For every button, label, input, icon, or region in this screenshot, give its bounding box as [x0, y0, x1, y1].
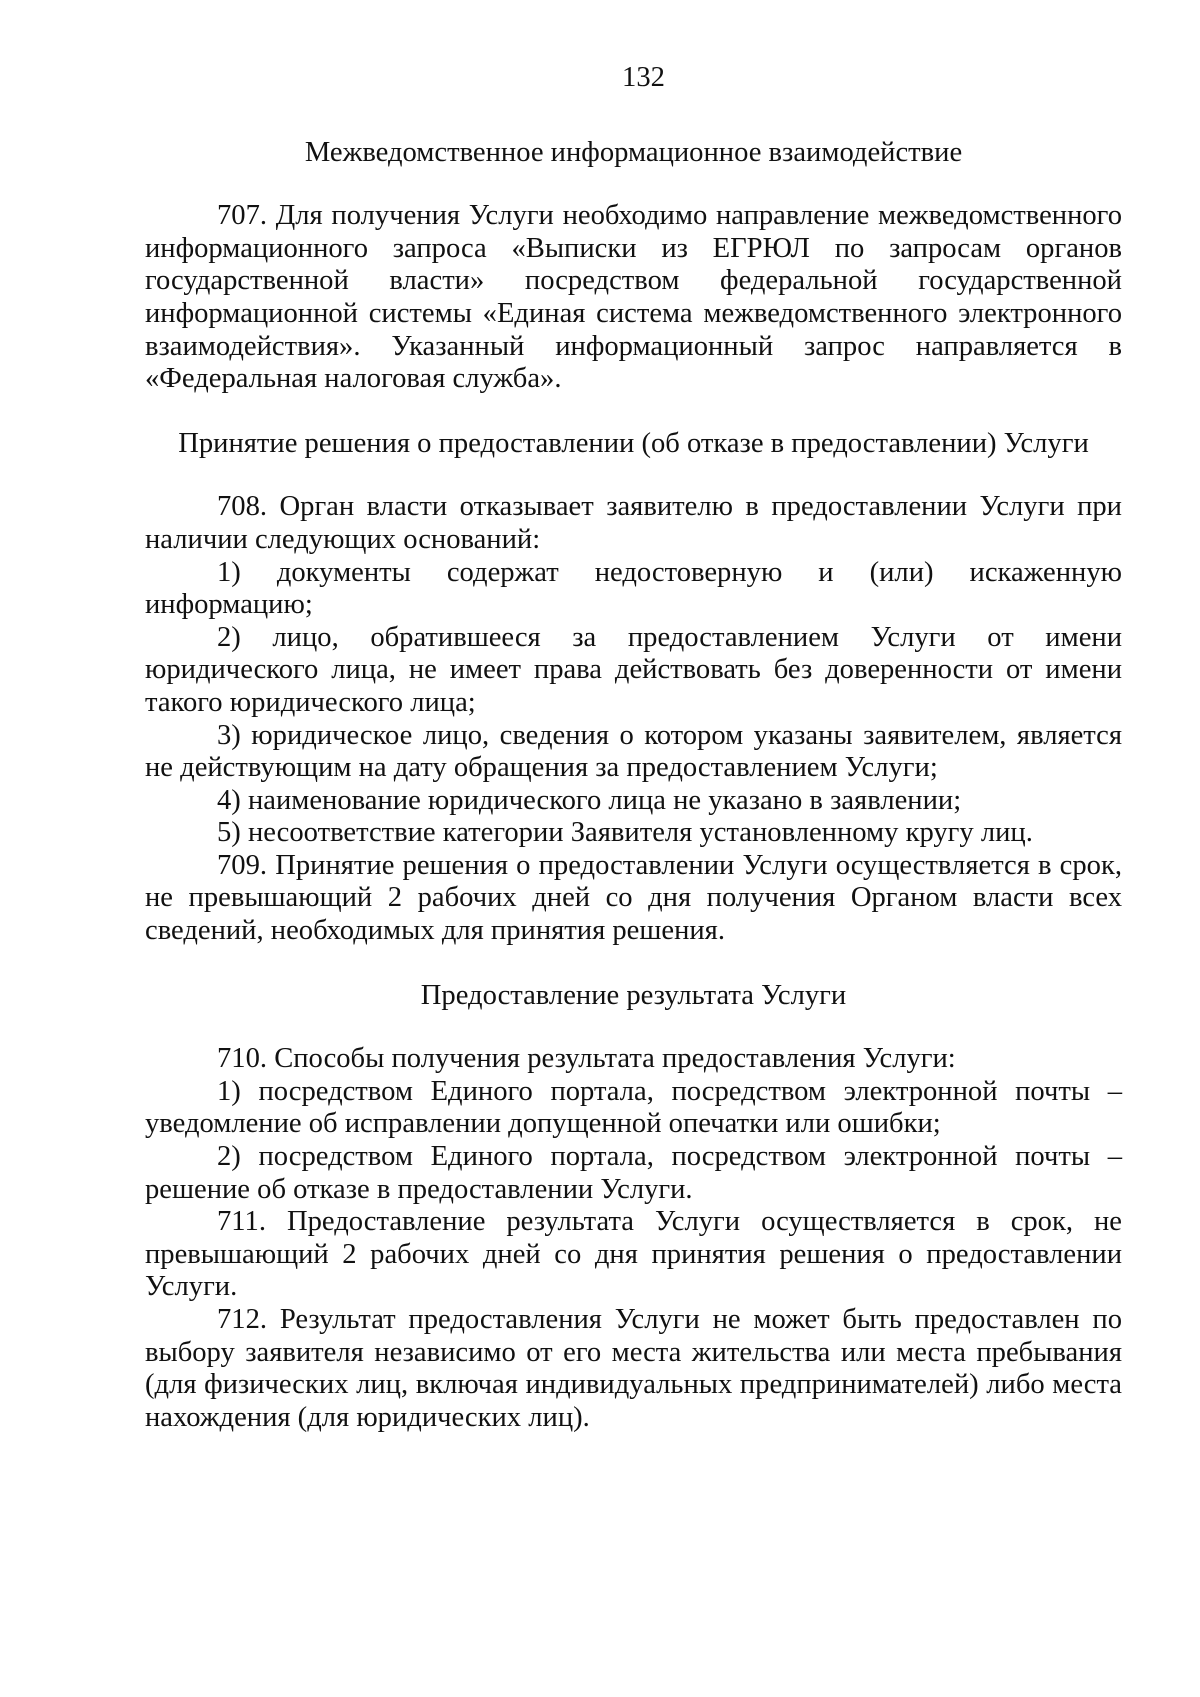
document-page: [145, 62, 1122, 1434]
list-item: 4) наименование юридического лица не указано в заявлении;: [217, 784, 962, 816]
paragraph-709: 709. Принятие решения о предоставлении Услуги осуществляется в срок, не превышающий 2 рабочих дней со дня получения Органом власти всех сведений, необходимых для принятия решения.: [145, 849, 1122, 947]
page-number: 132: [622, 62, 665, 93]
section-heading-decision: Принятие решения о предоставлении (об отказе в предоставлении) Услуги: [178, 427, 1089, 459]
paragraph-707: 707. Для получения Услуги необходимо направление межведомственного информационного запроса «Выписки из ЕГРЮЛ по запросам органов государственной власти» посредством федеральной государственной информационной системы «Единая система межведомственного электронного взаимодействия». Указанный информационный запрос направляется в «Федеральная налоговая служба».: [145, 200, 1122, 395]
list-item: 3) юридическое лицо, сведения о котором указаны заявителем, является не действующим на дату обращения за предоставлением Услуги;: [145, 719, 1122, 784]
section-heading-interagency: Межведомственное информационное взаимодействие: [304, 136, 963, 168]
list-item: 2) лицо, обратившееся за предоставлением Услуги от имени юридического лица, не имеет права действовать без доверенности от имени такого юридического лица;: [145, 621, 1122, 718]
list-item: 1) документы содержат недостоверную и (или) искаженную информацию;: [145, 556, 1122, 621]
paragraph-710: 710. Способы получения результата предоставления Услуги:: [217, 1043, 956, 1075]
paragraph-708: 708. Орган власти отказывает заявителю в предоставлении Услуги при наличии следующих оснований:: [145, 491, 1122, 555]
list-item: 1) посредством Единого портала, посредством электронной почты – уведомление об исправлении допущенной опечатки или ошибки;: [145, 1075, 1122, 1140]
section-heading-result: Предоставление результата Услуги: [420, 979, 847, 1011]
list-item: 2) посредством Единого портала, посредством электронной почты – решение об отказе в предоставлении Услуги.: [145, 1141, 1122, 1205]
paragraph-711: 711. Предоставление результата Услуги осуществляется в срок, не превышающий 2 рабочих дней со дня принятия решения о предоставлении Услуги.: [145, 1206, 1122, 1303]
list-item: 5) несоответствие категории Заявителя установленному кругу лиц.: [217, 817, 1033, 849]
paragraph-712: 712. Результат предоставления Услуги не может быть предоставлен по выбору заявителя независимо от его места жительства или места пребывания (для физических лиц, включая индивидуальных предпринимателей) либо места нахождения (для юридических лиц).: [145, 1304, 1122, 1433]
